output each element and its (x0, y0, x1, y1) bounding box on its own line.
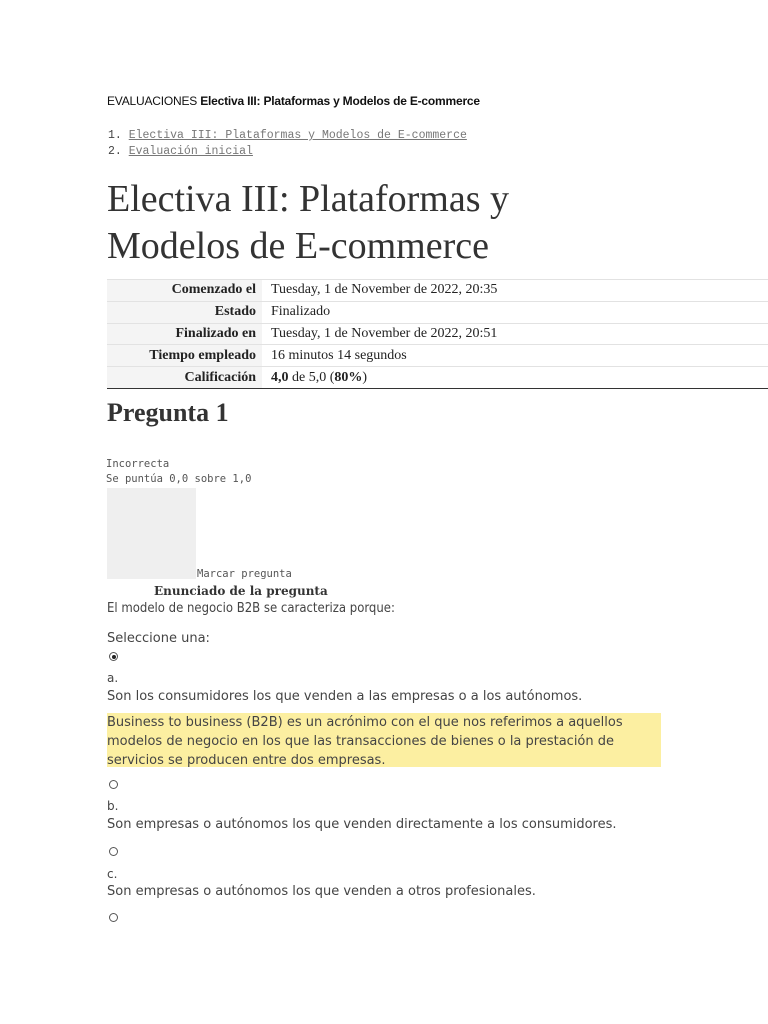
option-c-letter: c. (107, 867, 118, 881)
table-row (107, 323, 768, 345)
summary-label: Tiempo empleado (107, 345, 262, 367)
grade-of: de 5,0 ( (292, 369, 335, 385)
summary-label: Comenzado el (107, 280, 262, 302)
table-row (107, 280, 768, 302)
header-prefix: EVALUACIONES (107, 94, 198, 108)
option-c-text[interactable]: Son empresas o autónomos los que venden a otros profesionales. (107, 884, 536, 899)
option-c-radio[interactable] (109, 847, 118, 856)
attempt-summary-table (107, 279, 768, 389)
option-b-text[interactable]: Son empresas o autónomos los que venden directamente a los consumidores. (107, 817, 617, 832)
summary-label: Calificación (107, 367, 262, 389)
summary-label: Finalizado en (107, 323, 262, 345)
breadcrumb-link-course[interactable]: Electiva III: Plataformas y Modelos de E-commerce (128, 129, 467, 142)
grade-close: ) (362, 369, 368, 385)
breadcrumb-item: 2. Evaluación inicial (108, 145, 253, 158)
question-title: Pregunta 1 (107, 398, 229, 427)
summary-value: Finalizado (262, 301, 768, 323)
grade-percent: 80% (334, 369, 363, 385)
breadcrumb-item: 1. Electiva III: Plataformas y Modelos de E-commerce (108, 129, 467, 142)
question-info (106, 457, 251, 487)
question-score: Se puntúa 0,0 sobre 1,0 (106, 473, 252, 485)
answer-feedback (107, 713, 661, 767)
question-state: Incorrecta (106, 458, 170, 470)
summary-grade (262, 367, 768, 389)
option-a-letter: a. (107, 671, 119, 685)
flag-question-box[interactable] (107, 488, 196, 579)
summary-value: Tuesday, 1 de November de 2022, 20:35 (262, 280, 768, 302)
table-row (107, 345, 768, 367)
option-b-radio[interactable] (109, 780, 118, 789)
option-a-text[interactable]: Son los consumidores los que venden a las empresas o a los autónomos. (107, 689, 583, 704)
question-text: El modelo de negocio B2B se caracteriza porque: (107, 601, 395, 616)
page-header (107, 94, 480, 108)
flag-question-link[interactable]: Marcar pregunta (197, 568, 292, 580)
option-a-radio[interactable] (109, 652, 118, 661)
feedback-line: servicios se producen entre dos empresas. (107, 753, 386, 768)
statement-heading: Enunciado de la pregunta (154, 584, 328, 598)
feedback-line: modelos de negocio en los que las transacciones de bienes o la prestación de (107, 734, 615, 749)
option-b-letter: b. (107, 799, 119, 813)
grade-value: 4,0 (271, 369, 289, 385)
select-prompt: Seleccione una: (107, 631, 210, 646)
breadcrumb (108, 128, 467, 160)
table-row (107, 301, 768, 323)
table-row (107, 367, 768, 389)
option-d-radio[interactable] (109, 913, 118, 922)
breadcrumb-link-evaluation[interactable]: Evaluación inicial (128, 145, 253, 158)
page-title: Electiva III: Plataformas y Modelos de E-commerce (107, 178, 510, 267)
feedback-line: Business to business (B2B) es un acrónimo con el que nos referimos a aquellos (107, 715, 623, 730)
header-course: Electiva III: Plataformas y Modelos de E-commerce (200, 94, 480, 108)
summary-value: Tuesday, 1 de November de 2022, 20:51 (262, 323, 768, 345)
summary-label: Estado (107, 301, 262, 323)
summary-value: 16 minutos 14 segundos (262, 345, 768, 367)
